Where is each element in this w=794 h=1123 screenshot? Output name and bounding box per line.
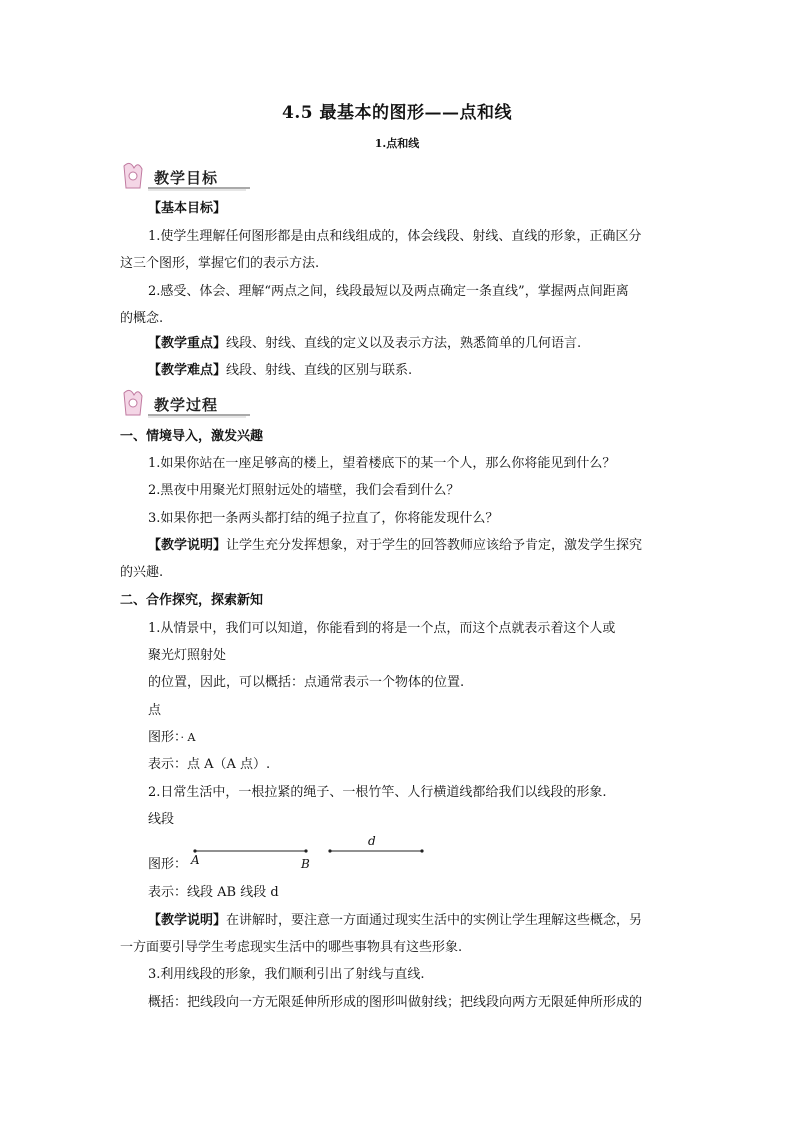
goal-2-line-1: 2.感受、体会、理解“两点之间，线段最短以及两点确定一条直线”，掌握两点间距离 [148,284,629,299]
key-point [148,335,581,353]
key-point-label: 【教学重点】 [148,336,227,351]
point-a-figure: · A [180,731,196,744]
key-point-text: 线段、射线、直线的定义以及表示方法，熟悉简单的几何语言. [226,336,582,351]
note-label: 【教学说明】 [148,538,227,553]
section-1-note-line-2: 的兴趣. [120,565,164,580]
goal-2-line-2: 的概念. [120,311,164,326]
goal-1-line-1: 1.使学生理解任何图形都是由点和线组成的，体会线段、射线、直线的形象，正确区分 [148,229,642,244]
segment-name-d: d [368,834,376,848]
banner-teaching-goals [118,162,253,192]
segment-point-b: B [301,857,310,871]
paragraph-1-line-2: 聚光灯照射处 [148,648,227,663]
page-subtitle: 1.点和线 [374,137,420,150]
section-1-heading: 一、情境导入，激发兴趣 [120,429,264,444]
segment-point-a: A [191,853,200,867]
section-2-note-line-1 [148,912,642,930]
basic-goals-label: 【基本目标】 [148,201,227,216]
banner-label: 教学过程 [154,396,219,414]
paragraph-1-line-1: 1.从情景中，我们可以知道，你能看到的将是一个点，而这个点就表示着这个人或 [148,621,616,636]
difficult-point [148,362,412,380]
note-text: 在讲解时，要注意一方面通过现实生活中的实例让学生理解这些概念，另 [226,913,643,928]
segment-label: 线段 [148,812,175,827]
difficult-point-text: 线段、射线、直线的区别与联系. [226,363,413,378]
question-3: 3.如果你把一条两头都打结的绳子拉直了，你将能发现什么？ [148,511,499,526]
segment-figure-label: 图形： [148,857,188,872]
question-1: 1.如果你站在一座足够高的楼上，望着楼底下的某一个人，那么你将能见到什么？ [148,456,616,471]
banner-teaching-process [118,389,253,419]
section-1-note-line-1 [148,537,642,555]
paragraph-3: 3.利用线段的形象，我们顺利引出了射线与直线. [148,967,425,982]
section-2-heading: 二、合作探究，探索新知 [120,593,264,608]
point-label: 点 [148,703,162,718]
banner-label: 教学目标 [154,169,219,187]
figure-label: 图形： [148,730,181,745]
section-2-note-line-2: 一方面要引导学生考虑现实生活中的哪些事物具有这些形象. [120,940,463,955]
note-label: 【教学说明】 [148,913,227,928]
goal-1-line-2: 这三个图形，掌握它们的表示方法. [120,256,320,271]
segment-representation: 表示：线段 AB 线段 d [148,885,279,900]
question-2: 2.黑夜中用聚光灯照射远处的墙壁，我们会看到什么？ [148,483,460,498]
summary-line: 概括：把线段向一方无限延伸所形成的图形叫做射线；把线段向两方无限延伸所形成的 [148,995,643,1010]
page-title: 4.5 最基本的图形——点和线 [282,103,512,123]
paragraph-2: 2.日常生活中，一根拉紧的绳子、一根竹竿、人行横道线都给我们以线段的形象. [148,785,607,800]
difficult-point-label: 【教学难点】 [148,363,227,378]
paragraph-1-line-3: 的位置，因此，可以概括：点通常表示一个物体的位置. [148,675,465,690]
point-representation: 表示：点 A（A 点）. [148,757,271,772]
note-text: 让学生充分发挥想象，对于学生的回答教师应该给予肯定，激发学生探究 [226,538,643,553]
point-figure-row [148,729,195,747]
segment-lines [190,845,430,859]
